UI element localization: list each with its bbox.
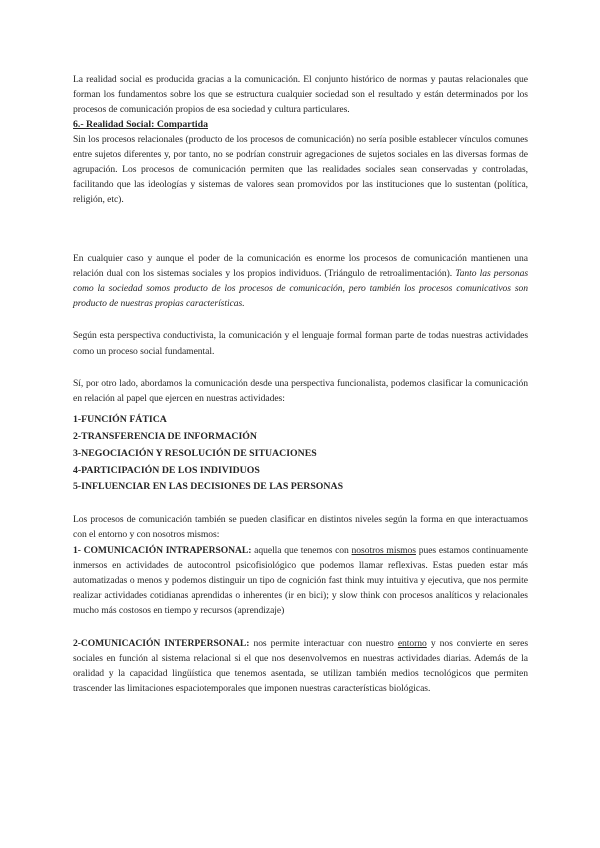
list-item: 5-INFLUENCIAR EN LAS DECISIONES DE LAS PERSONAS xyxy=(73,481,344,493)
intrapersonal-text-after: pues estamos continuamente inmersos en actividades de autocontrol psicofisiológico que podemos llamar reflexivas. Estas pueden estar más automatizadas o menos y podemos distinguir un tipo de cognición fast think muy intuitiva y ejecutiva, que nos permite realizar actividades cotidianas aprendidas o inherentes (ir en bici); y slow think con procesos analíticos y relacionales mucho más costosos en tiempo y recursos (aprendizaje) xyxy=(73,544,528,617)
document-page xyxy=(73,72,528,696)
dual-relation-paragraph xyxy=(73,251,528,312)
intro-paragraph: La realidad social es producida gracias a la comunicación. El conjunto histórico de normas y pautas relacionales que forman los fundamentos sobre los que se estructura cualquier sociedad son el resultado y están determinados por los procesos de comunicación propios de esa sociedad y cultura particulares. xyxy=(73,74,528,116)
interpersonal-paragraph xyxy=(73,636,528,697)
list-item: 4-PARTICIPACIÓN DE LOS INDIVIDUOS xyxy=(73,464,260,476)
dual-relation-text: En cualquier caso y aunque el poder de la comunicación es enorme los procesos de comunicación mantienen una relación dual con los sistemas sociales y los propios individuos. (Triángulo de retroalimentación). xyxy=(73,252,528,279)
dual-relation-italic-text: Tanto las personas como la sociedad somos producto de los procesos de comunicación, pero también los procesos comunicativos son producto de nuestras propias características. xyxy=(73,267,529,310)
intrapersonal-paragraph xyxy=(73,543,528,619)
intrapersonal-underlined: nosotros mismos xyxy=(351,544,416,556)
list-item: 3-NEGOCIACIÓN Y RESOLUCIÓN DE SITUACIONES xyxy=(73,447,317,459)
section-heading: 6.- Realidad Social: Compartida xyxy=(73,118,208,130)
levels-paragraph: Los procesos de comunicación también se pueden clasificar en distintos niveles según la forma en que interactuamos con el entorno y con nosotros mismos: xyxy=(73,514,528,541)
list-item: 1-FUNCIÓN FÁTICA xyxy=(73,414,167,426)
functions-list xyxy=(73,412,528,496)
intrapersonal-text-before: aquella que tenemos con xyxy=(251,544,352,556)
interpersonal-text-after: y nos convierte en seres sociales en función al sistema relacional si el que nos desenvolvemos en nuestras actividades diarias. Además de la oralidad y la capacidad lingüística que tenemos asentada, se utilizan también medios tecnológicos que permiten trascender las limitaciones espaciotemporales que imponen nuestras características biológicas. xyxy=(73,637,529,695)
list-item: 2-TRANSFERENCIA DE INFORMACIÓN xyxy=(73,431,257,443)
interpersonal-underlined: entorno xyxy=(397,637,427,649)
behaviorist-paragraph: Según esta perspectiva conductivista, la comunicación y el lenguaje formal forman parte de todas nuestras actividades como un proceso social fundamental. xyxy=(73,330,528,357)
section-paragraph: Sin los procesos relacionales (producto de los procesos de comunicación) no sería posible establecer vínculos comunes entre sujetos diferentes y, por tanto, no se podrían construir agregaciones de sujetos sociales en las diversas formas de agrupación. Los procesos de comunicación permiten que las realidades sociales sean conservadas y controladas, facilitando que las ideologías y sistemas de valores sean promovidos por las instituciones que lo sustentan (política, religión, etc). xyxy=(73,133,528,206)
intrapersonal-label: 1- COMUNICACIÓN INTRAPERSONAL: xyxy=(73,544,252,556)
functionalist-paragraph: Sí, por otro lado, abordamos la comunicación desde una perspectiva funcionalista, podemos clasificar la comunicación en relación al papel que ejercen en nuestras actividades: xyxy=(73,377,528,405)
interpersonal-label: 2-COMUNICACIÓN INTERPERSONAL: xyxy=(73,637,250,649)
interpersonal-text-before: nos permite interactuar con nuestro xyxy=(249,637,398,649)
